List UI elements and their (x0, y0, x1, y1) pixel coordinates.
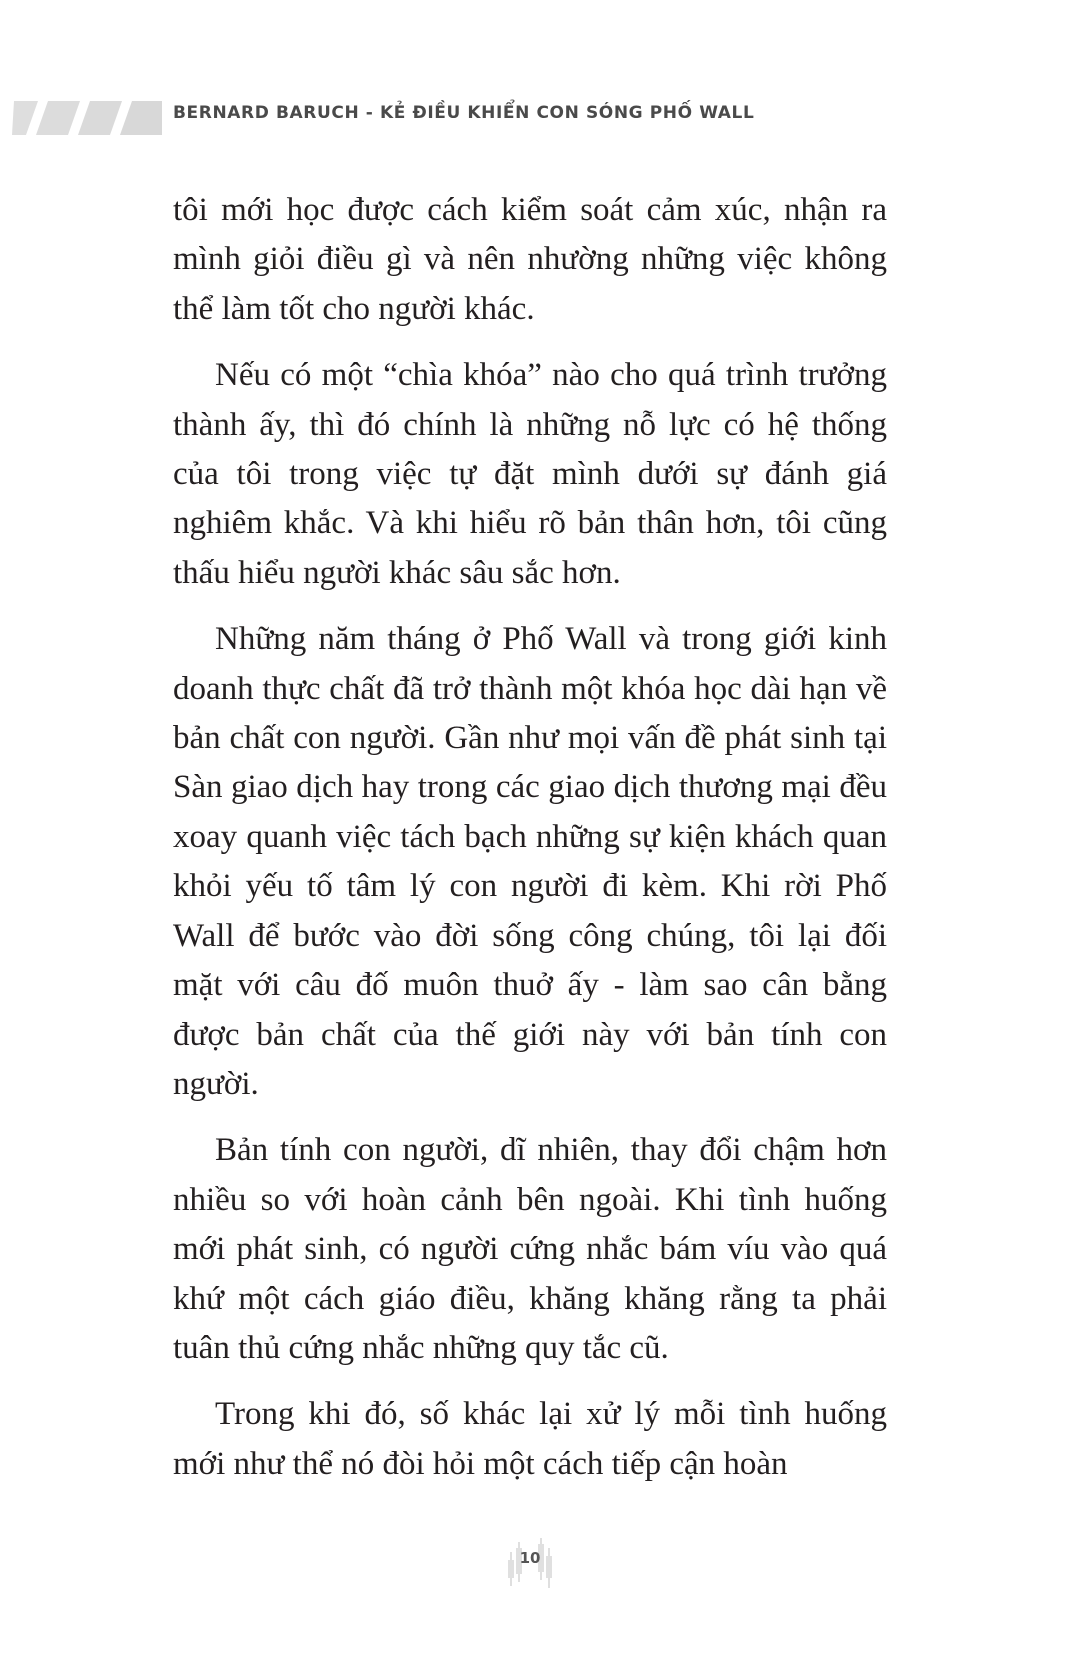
paragraph: Trong khi đó, số khác lại xử lý mỗi tình huống mới như thể nó đòi hỏi một cách tiếp cận hoàn (173, 1396, 887, 1482)
running-header: BERNARD BARUCH - KẺ ĐIỀU KHIỂN CON SÓNG PHỐ WALL (173, 103, 755, 123)
paragraph: tôi mới học được cách kiểm soát cảm xúc, nhận ra mình giỏi điều gì và nên nhường những việc không thể làm tốt cho người khác. (173, 192, 887, 327)
header-stripes-decoration (12, 101, 162, 135)
page-number: 10 (519, 1549, 541, 1567)
paragraph: Nếu có một “chìa khóa” nào cho quá trình trưởng thành ấy, thì đó chính là những nỗ lực có hệ thống của tôi trong việc tự đặt mình dưới sự đánh giá nghiêm khắc. Và khi hiểu rõ bản thân hơn, tôi cũng thấu hiểu người khác sâu sắc hơn. (173, 357, 887, 591)
page-folio (505, 1532, 555, 1592)
body-text (173, 186, 887, 1489)
paragraph: Bản tính con người, dĩ nhiên, thay đổi chậm hơn nhiều so với hoàn cảnh bên ngoài. Khi tình huống mới phát sinh, có người cứng nhắc bám víu vào quá khứ một cách giáo điều, khăng khăng rằng ta phải tuân thủ cứng nhắc những quy tắc cũ. (173, 1132, 887, 1366)
paragraph: Những năm tháng ở Phố Wall và trong giới kinh doanh thực chất đã trở thành một khóa học dài hạn về bản chất con người. Gần như mọi vấn đề phát sinh tại Sàn giao dịch hay trong các giao dịch thương mại đều xoay quanh việc tách bạch những sự kiện khách quan khỏi yếu tố tâm lý con người đi kèm. Khi rời Phố Wall để bước vào đời sống công chúng, tôi lại đối mặt với câu đố muôn thuở ấy - làm sao cân bằng được bản chất của thế giới này với bản tính con người. (173, 621, 887, 1102)
